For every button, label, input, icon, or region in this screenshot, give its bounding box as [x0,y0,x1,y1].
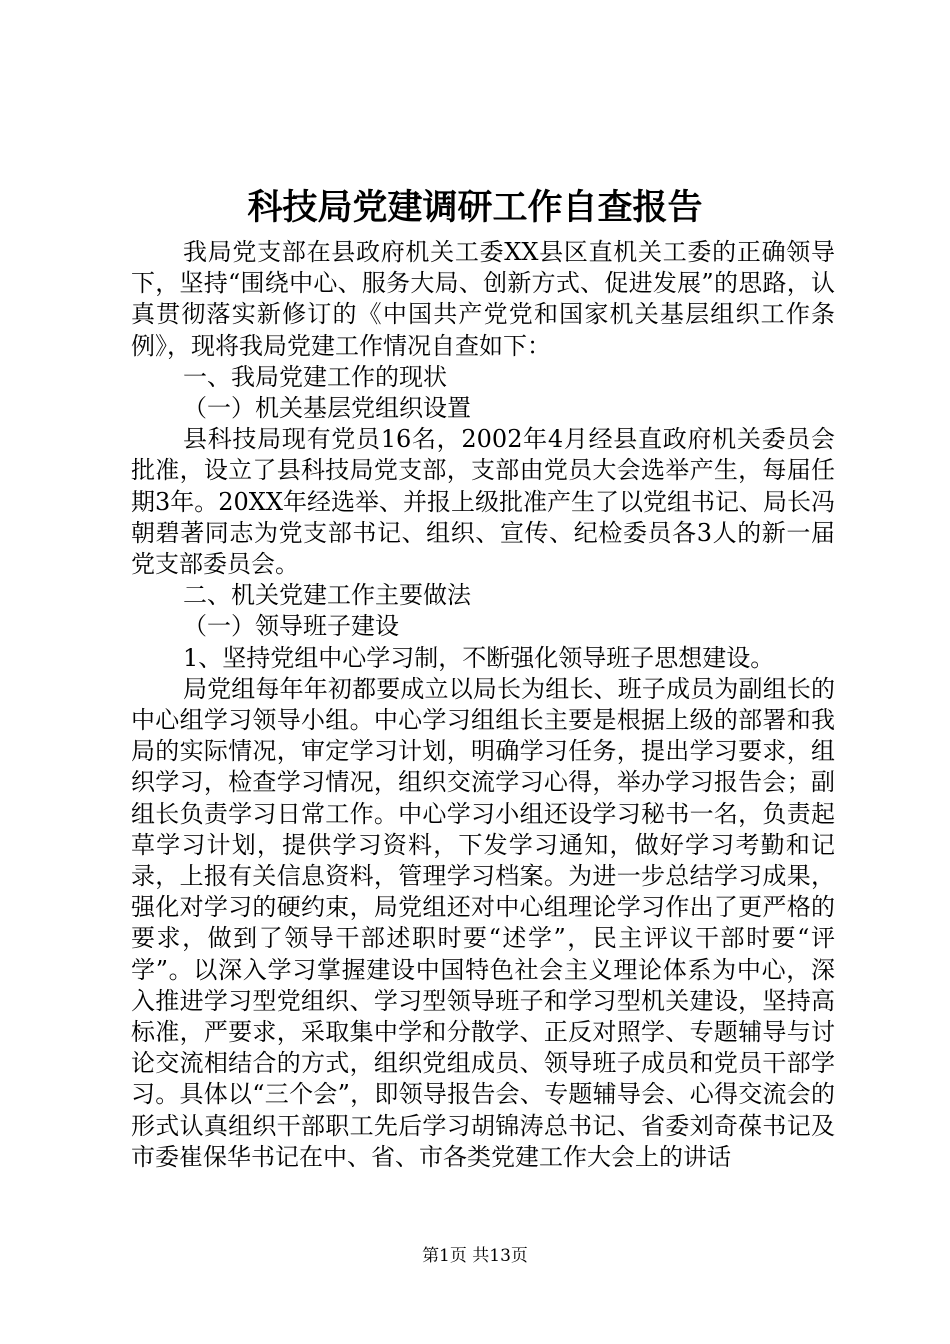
subsection-heading-1-1: （一）机关基层党组织设置 [183,394,471,423]
intro-paragraph: 我局党支部在县政府机关工委XX县区直机关工委的正确领导下，坚持“围绕中心、服务大局、创新方式、促进发展”的思路，认真贯彻落实新修订的《中国共产党党和国家机关基层组织工作条例》，现将我局党建工作情况自查如下： [131,238,835,360]
section-heading-1: 一、我局党建工作的现状 [183,362,447,391]
section-heading-2: 二、机关党建工作主要做法 [183,581,471,610]
item-heading-1: 1、坚持党组中心学习制，不断强化领导班子思想建设。 [183,643,775,672]
body-paragraph: 局党组每年年初都要成立以局长为组长、班子成员为副组长的中心组学习领导小组。中心学习组组长主要是根据上级的部署和我局的实际情况，审定学习计划，明确学习任务，提出学习要求，组织学习，检查学习情况，组织交流学习心得，举办学习报告会；副组长负责学习日常工作。中心学习小组还设学习秘书一名，负责起草学习计划，提供学习资料，下发学习通知，做好学习考勤和记录，上报有关信息资料，管理学习档案。为进一步总结学习成果，强化对学习的硬约束，局党组还对中心组理论学习作出了更严格的要求，做到了领导干部述职时要“述学”，民主评议干部时要“评学”。以深入学习掌握建设中国特色社会主义理论体系为中心，深入推进学习型党组织、学习型领导班子和学习型机关建设，坚持高标准，严要求，采取集中学和分散学、正反对照学、专题辅导与讨论交流相结合的方式，组织党组成员、领导班子成员和党员干部学习。具体以“三个会”，即领导报告会、专题辅导会、心得交流会的形式认真组织干部职工先后学习胡锦涛总书记、省委刘奇葆书记及市委崔保华书记在中、省、市各类党建工作大会上的讲话 [131,674,835,1171]
document-title: 科技局党建调研工作自查报告 [247,187,703,228]
document-body [131,237,835,1173]
body-paragraph: 县科技局现有党员16名，2002年4月经县直政府机关委员会批准，设立了县科技局党支部，支部由党员大会选举产生，每届任期3年。20XX年经选举、并报上级批准产生了以党组书记、局长冯朝碧著同志为党支部书记、组织、宣传、纪检委员各3人的新一届党支部委员会。 [131,425,835,579]
subsection-heading-2-1: （一）领导班子建设 [183,612,399,641]
page-number-footer: 第1页 共13页 [422,1246,528,1266]
